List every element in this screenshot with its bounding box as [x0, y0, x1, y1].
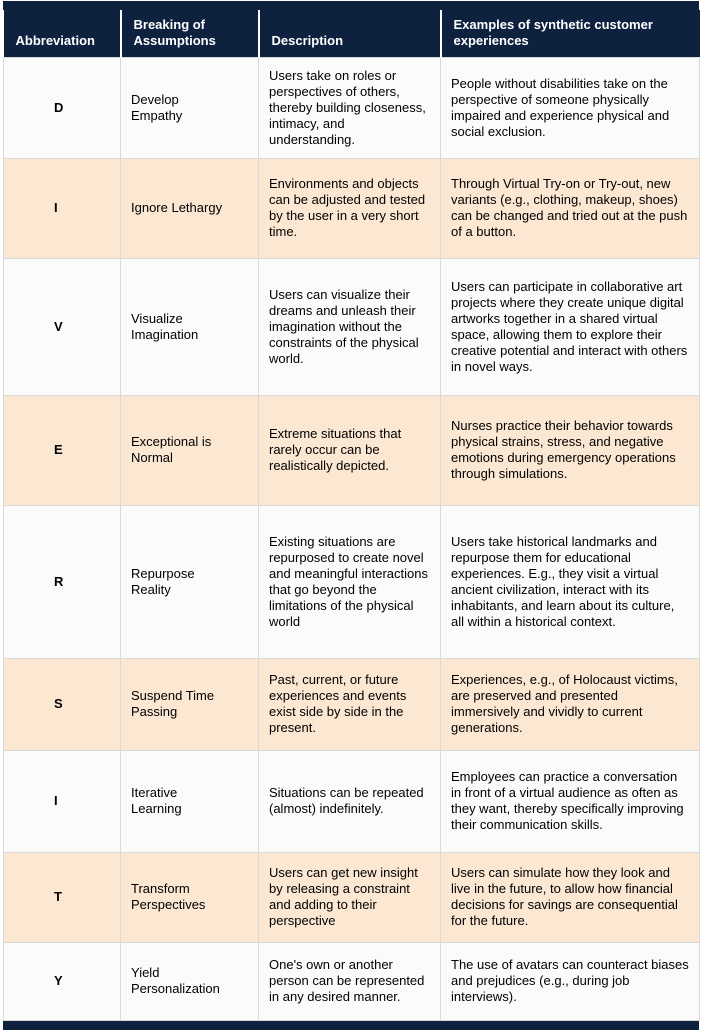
example-cell: The use of avatars can counteract biases and prejudices (e.g., during job interviews).	[441, 942, 700, 1020]
description-cell: Existing situations are repurposed to create novel and meaningful interactions that go beyond the limitations of the physical world	[259, 505, 441, 658]
assumption-text: Transform Perspectives	[131, 881, 206, 912]
table-row-y	[4, 942, 700, 1020]
assumption-text: Exceptional is Normal	[131, 434, 212, 465]
table-row-i2	[4, 750, 700, 852]
description-cell: Environments and objects can be adjusted and tested by the user in a very short time.	[259, 158, 441, 258]
abbreviation-cell: V	[4, 258, 121, 395]
example-cell: Through Virtual Try-on or Try-out, new variants (e.g., clothing, makeup, shoes) can be changed and tried out at the push of a button.	[441, 158, 700, 258]
example-cell: Experiences, e.g., of Holocaust victims, are preserved and presented immersively and vividly to current generations.	[441, 658, 700, 750]
abbreviation-cell: S	[4, 658, 121, 750]
assumption-cell	[121, 158, 259, 258]
column-header-breaking-of-assumptions: Breaking of Assumptions	[121, 10, 259, 57]
column-header-description: Description	[259, 10, 441, 57]
table-row-d	[4, 57, 700, 158]
description-cell: Past, current, or future experiences and events exist side by side in the present.	[259, 658, 441, 750]
example-cell: Employees can practice a conversation in front of a virtual audience as often as they want, thereby specifically improving their communication skills.	[441, 750, 700, 852]
assumption-cell	[121, 57, 259, 158]
abbreviation-cell: I	[4, 158, 121, 258]
abbreviation-cell: E	[4, 395, 121, 505]
assumption-text: Develop Empathy	[131, 91, 183, 123]
assumption-text: Iterative Learning	[131, 785, 182, 816]
example-cell: People without disabilities take on the perspective of someone physically impaired and experience physical and social exclusion.	[441, 57, 700, 158]
description-cell: Users take on roles or perspectives of others, thereby building closeness, intimacy, and understanding.	[259, 57, 441, 158]
example-cell: Nurses practice their behavior towards physical strains, stress, and negative emotions during emergency operations through simulations.	[441, 395, 700, 505]
assumption-text: Yield Personalization	[131, 965, 220, 996]
assumption-text: Suspend Time Passing	[131, 688, 215, 719]
assumption-text: Ignore Lethargy	[131, 200, 223, 215]
abbreviation-cell: R	[4, 505, 121, 658]
table-row-e	[4, 395, 700, 505]
assumption-cell	[121, 750, 259, 852]
assumption-cell	[121, 852, 259, 942]
column-header-abbreviation: Abbreviation	[4, 10, 121, 57]
abbreviation-cell: I	[4, 750, 121, 852]
table-row-t	[4, 852, 700, 942]
table-bottom-border	[3, 1021, 699, 1030]
example-cell: Users take historical landmarks and repurpose them for educational experiences. E.g., they visit a virtual ancient civilization, interact with its inhabitants, and learn about its culture, all within a historical context.	[441, 505, 700, 658]
description-cell: Extreme situations that rarely occur can be realistically depicted.	[259, 395, 441, 505]
description-cell: One's own or another person can be represented in any desired manner.	[259, 942, 441, 1020]
abbreviation-cell: T	[4, 852, 121, 942]
description-cell: Users can get new insight by releasing a constraint and adding to their perspective	[259, 852, 441, 942]
example-cell: Users can participate in collaborative art projects where they create unique digital artworks together in a shared virtual space, allowing them to explore their creative potential and interact with others in novel ways.	[441, 258, 700, 395]
assumption-cell	[121, 658, 259, 750]
assumption-cell	[121, 505, 259, 658]
diversity-table	[3, 10, 700, 1021]
example-cell: Users can simulate how they look and live in the future, to allow how financial decisions for savings are consequential for the future.	[441, 852, 700, 942]
assumption-cell	[121, 258, 259, 395]
assumption-text: Visualize Imagination	[131, 310, 199, 342]
abbreviation-cell: Y	[4, 942, 121, 1020]
assumption-text: Repurpose Reality	[131, 565, 195, 597]
table-row-r	[4, 505, 700, 658]
abbreviation-cell: D	[4, 57, 121, 158]
assumption-cell	[121, 942, 259, 1020]
column-header-examples: Examples of synthetic customer experiences	[441, 10, 700, 57]
header-row	[4, 10, 700, 57]
table-row-v	[4, 258, 700, 395]
description-cell: Situations can be repeated (almost) indefinitely.	[259, 750, 441, 852]
assumption-cell	[121, 395, 259, 505]
description-cell: Users can visualize their dreams and unleash their imagination without the constraints of the physical world.	[259, 258, 441, 395]
table-row-i1	[4, 158, 700, 258]
table-top-border	[3, 1, 699, 10]
table-row-s	[4, 658, 700, 750]
